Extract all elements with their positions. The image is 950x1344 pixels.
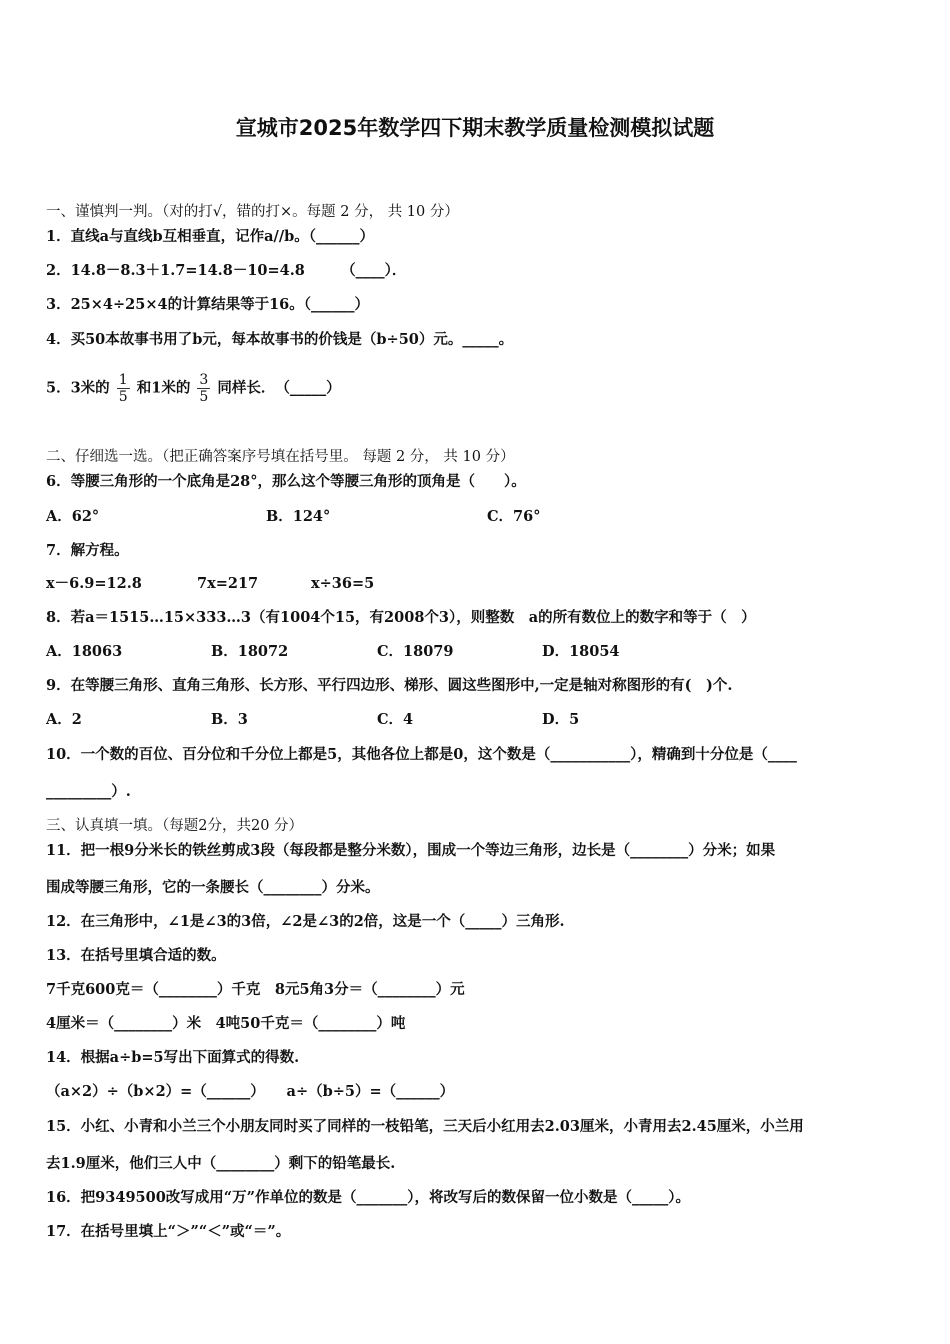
question-1: 1．直线a与直线b互相垂直，记作a//b。（______） xyxy=(46,228,374,245)
q7-equation-1: x－6.9=12.8 xyxy=(46,575,142,592)
question-17: 17．在括号里填上“＞”“＜”或“＝”。 xyxy=(46,1223,291,1240)
question-10-line-1: 10．一个数的百位、百分位和千分位上都是5，其他各位上都是0，这个数是（___________），精确到十分位是（____ xyxy=(46,746,797,763)
q8-option-d: D．18054 xyxy=(542,643,620,660)
fraction-numerator: 1 xyxy=(118,372,128,388)
question-11-line-1: 11．把一根9分米长的铁丝剪成3段（每段都是整分米数），围成一个等边三角形，边长是（________）分米；如果 xyxy=(46,842,776,859)
question-3: 3．25×4÷25×4的计算结果等于16。（______） xyxy=(46,296,369,313)
section-3-header: 三、认真填一填。（每题2分，共20 分） xyxy=(46,818,304,834)
question-13-line-1: 7千克600克＝（________）千克 8元5角3分＝（________）元 xyxy=(46,981,465,998)
question-12: 12．在三角形中，∠1是∠3的3倍，∠2是∠3的2倍，这是一个（_____）三角形. xyxy=(46,913,565,930)
question-11-line-2: 围成等腰三角形，它的一条腰长（________）分米。 xyxy=(46,879,380,896)
q7-equation-3: x÷36=5 xyxy=(311,575,375,592)
q5-suffix: 同样长． （_____） xyxy=(217,379,341,397)
q7-equation-2: 7x=217 xyxy=(197,575,259,592)
question-7: 7．解方程。 xyxy=(46,542,129,559)
fraction-numerator: 3 xyxy=(199,372,209,388)
question-2: 2．14.8－8.3＋1.7=14.8－10=4.8 （____）． xyxy=(46,262,407,279)
fraction-denominator: 5 xyxy=(118,389,128,405)
question-15-line-1: 15．小红、小青和小兰三个小朋友同时买了同样的一枝铅笔，三天后小红用去2.03厘米，小青用去2.45厘米，小兰用 xyxy=(46,1118,804,1135)
question-10-line-2: _________）. xyxy=(46,783,131,800)
q9-option-b: B．3 xyxy=(211,711,248,728)
q8-option-b: B．18072 xyxy=(211,643,289,660)
q6-option-b: B．124° xyxy=(266,508,331,525)
question-15-line-2: 去1.9厘米，他们三人中（________）剩下的铅笔最长. xyxy=(46,1155,396,1172)
q8-option-c: C．18079 xyxy=(377,643,454,660)
question-14: 14．根据a÷b=5写出下面算式的得数. xyxy=(46,1049,300,1066)
section-2-header: 二、仔细选一选。（把正确答案序号填在括号里。 每题 2 分， 共 10 分） xyxy=(46,449,515,465)
q6-option-c: C．76° xyxy=(487,508,541,525)
question-13-line-2: 4厘米＝（________）米 4吨50千克＝（________）吨 xyxy=(46,1015,406,1032)
question-6: 6．等腰三角形的一个底角是28°，那么这个等腰三角形的顶角是（ ）。 xyxy=(46,473,526,490)
question-8: 8．若a＝1515…15×333…3（有1004个15，有2008个3），则整数 a的所有数位上的数字和等于（ ） xyxy=(46,609,756,626)
question-13: 13．在括号里填合适的数。 xyxy=(46,947,226,964)
q9-option-d: D．5 xyxy=(542,711,580,728)
q5-middle: 和1米的 xyxy=(136,379,191,397)
question-9: 9．在等腰三角形、直角三角形、长方形、平行四边形、梯形、圆这些图形中,一定是轴对称图形的有( )个. xyxy=(46,677,733,694)
section-1-header: 一、谨慎判一判。（对的打√，错的打×。每题 2 分， 共 10 分） xyxy=(46,204,459,220)
q9-option-a: A．2 xyxy=(46,711,82,728)
fraction-three-fifths xyxy=(197,372,210,405)
fraction-one-fifth xyxy=(117,372,130,405)
question-4: 4．买50本故事书用了b元，每本故事书的价钱是（b÷50）元。_____。 xyxy=(46,331,514,348)
fraction-denominator: 5 xyxy=(199,389,209,405)
page-title: 宣城市2025年数学四下期末教学质量检测模拟试题 xyxy=(235,116,715,140)
question-14-line-1: （a×2）÷（b×2）=（______） a÷（b÷5）=（______） xyxy=(46,1083,455,1100)
q6-option-a: A．62° xyxy=(46,508,100,525)
question-16: 16．把9349500改写成用“万”作单位的数是（_______），将改写后的数保留一位小数是（_____）。 xyxy=(46,1189,690,1206)
q8-option-a: A．18063 xyxy=(46,643,123,660)
q9-option-c: C．4 xyxy=(377,711,414,728)
q5-prefix: 5．3米的 xyxy=(46,379,110,397)
question-5 xyxy=(46,372,341,405)
